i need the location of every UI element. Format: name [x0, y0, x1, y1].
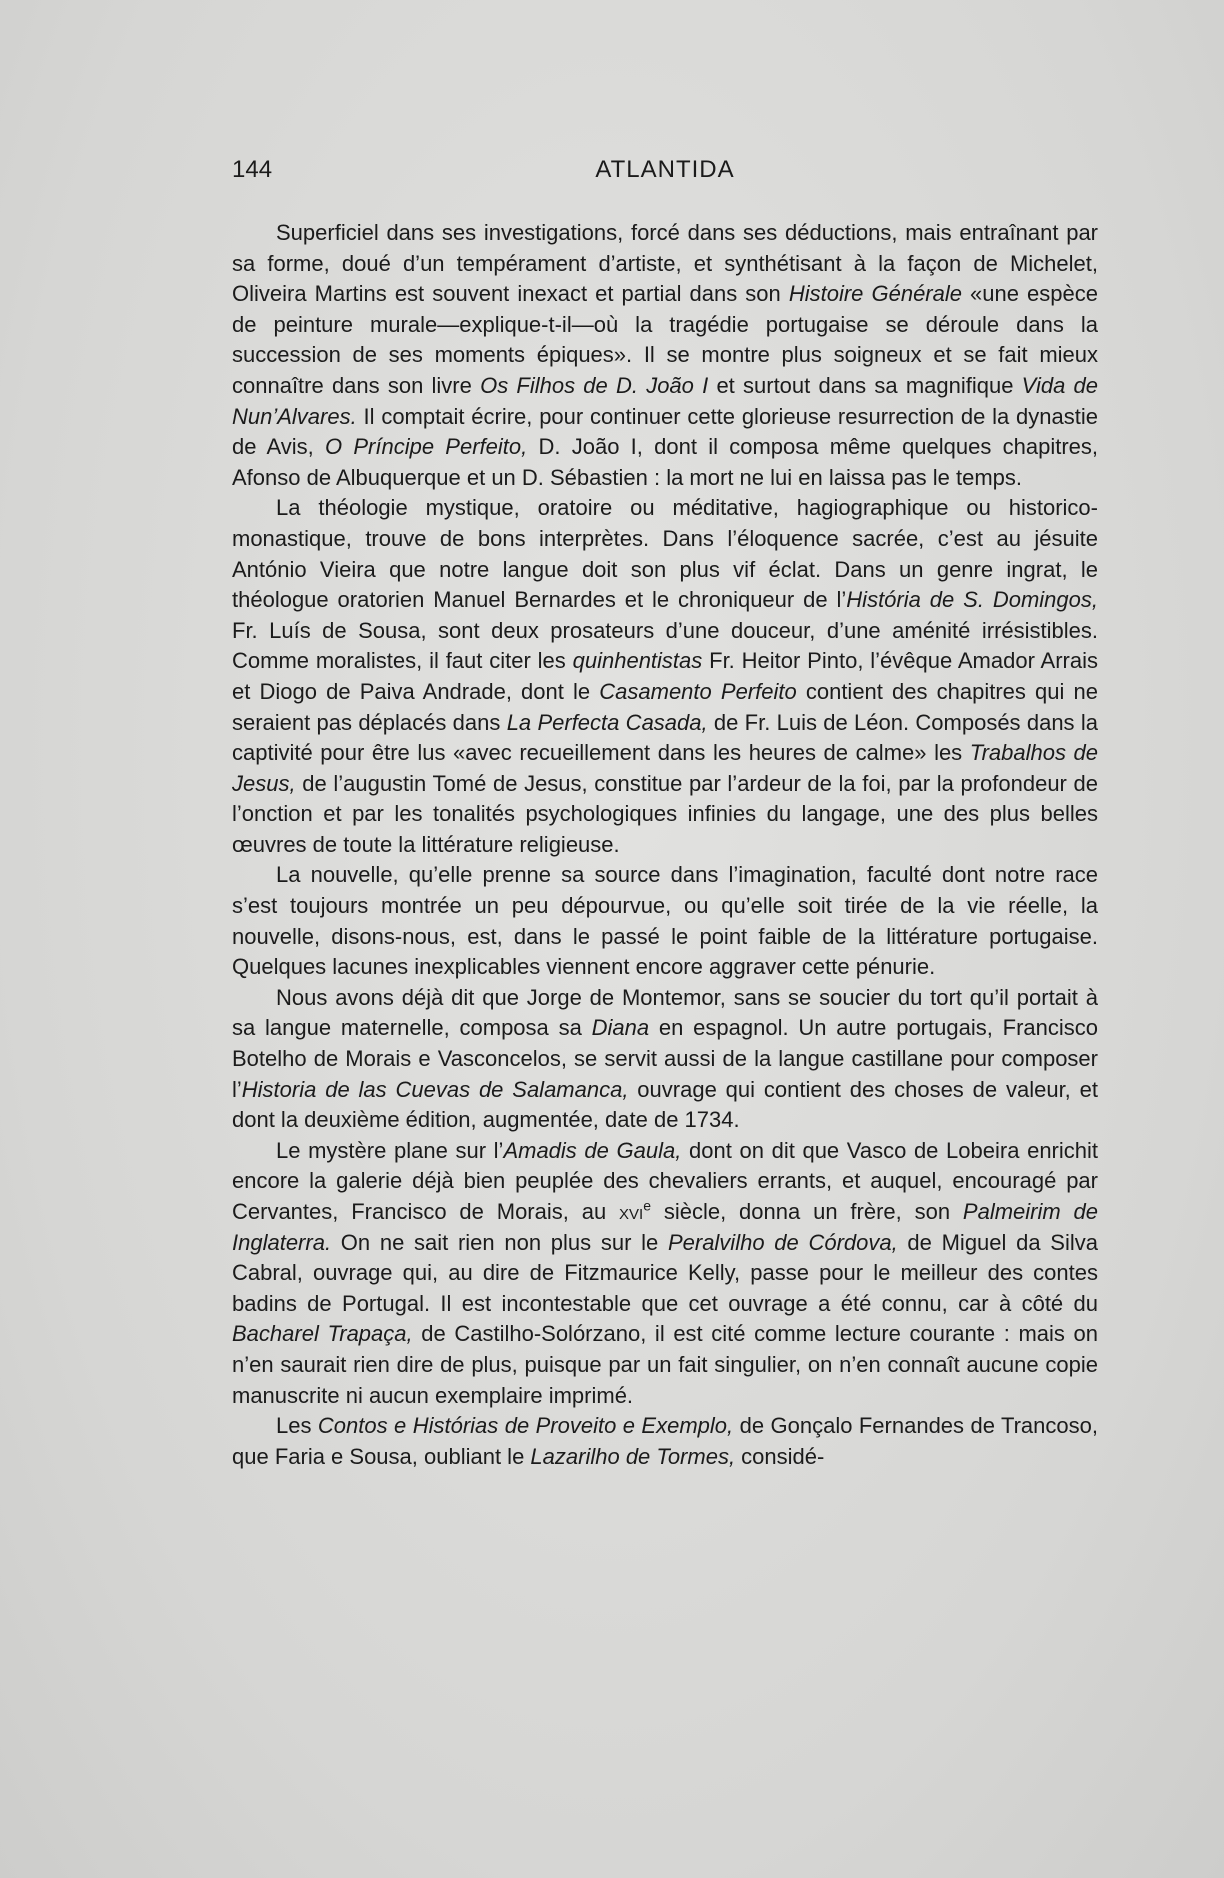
text-run: Fr. Luís de Sousa, sont deux prosateurs d’une douceur, d’une aménité irrésistibles. Comme moralistes, il faut citer les — [232, 617, 1098, 674]
text-run: considé- — [735, 1443, 825, 1469]
text-run: et surtout dans sa magnifique — [708, 372, 1022, 398]
paragraph — [232, 1411, 1098, 1472]
page-number: 144 — [232, 156, 273, 183]
italic-title: História de S. Domingos, — [846, 587, 1099, 613]
italic-title: Bacharel Trapaça, — [232, 1321, 413, 1347]
text-run: contient des chapitres qui ne seraient pas déplacés dans — [232, 678, 1098, 735]
paragraph — [232, 218, 1098, 493]
text-run: ouvrage qui contient des choses de valeur, et dont la deuxième édition, augmentée, date de 1734. — [232, 1076, 1098, 1133]
text-run: Il comptait écrire, pour continuer cette glorieuse resurrection de la dynastie de Avis, — [232, 403, 1098, 460]
italic-title: O Príncipe Perfeito, — [325, 434, 528, 460]
text-run: siècle, donna un frère, son — [651, 1199, 963, 1224]
small-caps-text: xvi — [619, 1199, 644, 1224]
text-run: Les — [276, 1413, 318, 1439]
text-run: dont on dit que Vasco de Lobeira enrichit encore la galerie déjà bien peuplée des chevaliers errants, et auquel, encouragé par Cervantes, Francisco de Morais, au — [232, 1137, 1099, 1224]
paragraph — [232, 1136, 1098, 1411]
italic-title: Lazarilho de Tormes, — [530, 1443, 736, 1469]
text-run: de Fr. Luis de Léon. Composés dans la captivité pour être lus «avec recueillement dans les heures de calme» les — [232, 709, 1098, 766]
text-run: D. João I, dont il composa même quelques chapitres, Afonso de Albuquerque et un D. Sébastien : la mort ne lui en laissa pas le temps. — [232, 434, 1098, 490]
text-run: de Gonçalo Fernandes de Trancoso, que Faria e Sousa, oubliant le — [232, 1413, 1098, 1469]
text-run: Fr. Heitor Pinto, l’évêque Amador Arrais et Diogo de Paiva Andrade, dont le — [232, 648, 1098, 704]
text-run: en espagnol. Un autre portugais, Francisco Botelho de Morais e Vasconcelos, se servit aussi de la langue castillane pour composer l’ — [232, 1015, 1098, 1102]
italic-title: Amadis de Gaula, — [503, 1137, 682, 1163]
italic-title: Os Filhos de D. João I — [480, 372, 709, 398]
paragraph — [232, 860, 1098, 982]
text-run: Le mystère plane sur l’ — [276, 1137, 504, 1163]
text-run: Nous avons déjà dit que Jorge de Montemor, sans se soucier du tort qu’il portait à sa langue maternelle, composa sa — [232, 984, 1098, 1041]
italic-title: Vida de Nun’Alvares. — [232, 372, 1098, 429]
superscript: e — [643, 1197, 652, 1214]
text-run: La théologie mystique, oratoire ou méditative, hagiographique ou historico-monastique, trouve de bons interprètes. Dans l’éloquence sacrée, c’est au jésuite António Vieira que notre langue doit son plus vif éclat. Dans un genre ingrat, le théologue oratorien Manuel Bernardes et le chroniqueur de l’ — [232, 495, 1098, 613]
text-run: de Castilho-Solórzano, il est cité comme lecture courante : mais on n’en saurait rien dire de plus, puisque par un fait singulier, on n’en connaît aucune copie manuscrite ni aucun exemplaire imprimé. — [232, 1321, 1098, 1408]
text-run: On ne sait rien non plus sur le — [331, 1229, 668, 1255]
text-run: «une espèce de peinture murale—explique-t-il—où la tragédie portugaise se déroule dans la succession de ses moments épiques». Il se montre plus soigneux et se fait mieux connaître dans son livre — [232, 281, 1098, 398]
italic-title: Histoire Générale — [788, 281, 962, 307]
italic-title: Diana — [591, 1015, 650, 1041]
text-run: de l’augustin Tomé de Jesus, constitue par l’ardeur de la foi, par la profondeur de l’onction et par les tonalités psychologiques infinies du langage, une des plus belles œuvres de toute la littérature religieuse. — [232, 770, 1098, 857]
text-run: de Miguel da Silva Cabral, ouvrage qui, au dire de Fitzmaurice Kelly, passe pour le meilleur des contes badins de Portugal. Il est incontestable que cet ouvrage a été connu, car à côté du — [232, 1229, 1098, 1316]
page-header — [232, 156, 1098, 190]
running-title: ATLANTIDA — [595, 156, 735, 183]
paragraph — [232, 493, 1098, 860]
italic-title: Contos e Histórias de Proveito e Exemplo, — [317, 1413, 734, 1439]
italic-title: Trabalhos de Jesus, — [232, 740, 1099, 796]
paragraph — [232, 983, 1098, 1136]
body-text — [232, 218, 1098, 1472]
italic-title: Peralvilho de Córdova, — [667, 1229, 898, 1255]
text-run: La nouvelle, qu’elle prenne sa source dans l’imagination, faculté dont notre race s’est toujours montrée un peu dépourvue, ou qu’elle soit tirée de la vie réelle, la nouvelle, disons-nous, est, dans le passé le point faible de la littérature portugaise. Quelques lacunes inexplicables viennent encore aggraver cette pénurie. — [232, 862, 1098, 980]
italic-title: Palmeirim de Inglaterra. — [232, 1199, 1099, 1255]
italic-title: Historia de las Cuevas de Salamanca, — [241, 1076, 629, 1102]
italic-title: quinhentistas — [572, 648, 703, 674]
text-run: Superficiel dans ses investigations, forcé dans ses déductions, mais entraînant par sa forme, doué d’un tempérament d’artiste, et synthétisant à la façon de Michelet, Oliveira Martins est souvent inexact et partial dans son — [232, 220, 1098, 307]
italic-title: La Perfecta Casada, — [506, 709, 708, 735]
italic-title: Casamento Perfeito — [599, 678, 797, 704]
